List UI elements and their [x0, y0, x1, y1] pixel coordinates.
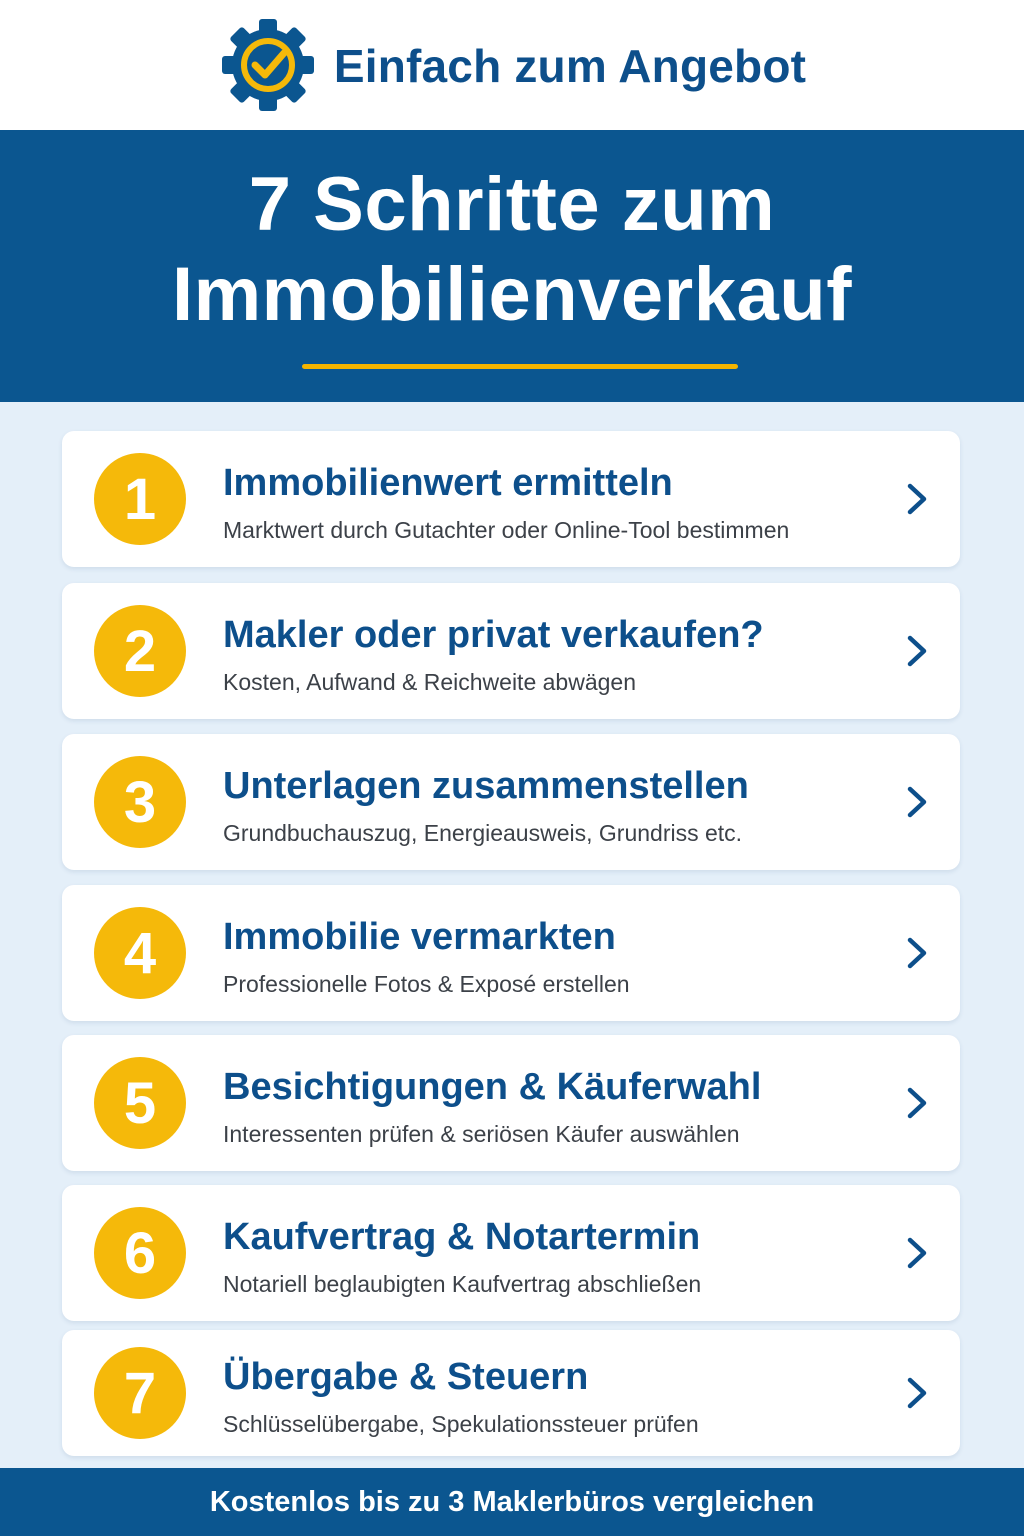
page-title-line-1: 7 Schritte zum [248, 162, 776, 247]
steps-list [0, 402, 1024, 1468]
step-number-badge: 7 [94, 1347, 186, 1439]
step-number-badge: 1 [94, 453, 186, 545]
step-description: Schlüsselübergabe, Spekulationssteuer prüfen [223, 1411, 699, 1437]
step-card-2[interactable] [62, 583, 960, 719]
step-title: Immobilie vermarkten [223, 916, 616, 958]
step-card-6[interactable] [62, 1185, 960, 1321]
footer-bar [0, 1468, 1024, 1536]
chevron-right-icon[interactable] [900, 935, 934, 971]
step-card-4[interactable] [62, 885, 960, 1021]
step-card-1[interactable] [62, 431, 960, 567]
gear-checkmark-icon [218, 15, 318, 115]
step-title: Makler oder privat verkaufen? [223, 614, 764, 656]
brand-header [0, 0, 1024, 130]
page-title-line-2: Immobilienverkauf [171, 252, 853, 337]
step-title: Unterlagen zusammenstellen [223, 765, 749, 807]
step-title: Übergabe & Steuern [223, 1356, 589, 1398]
step-description: Kosten, Aufwand & Reichweite abwägen [223, 669, 636, 695]
chevron-right-icon[interactable] [900, 1085, 934, 1121]
step-description: Marktwert durch Gutachter oder Online-Tool bestimmen [223, 517, 790, 543]
step-title: Immobilienwert ermitteln [223, 462, 673, 504]
step-number-badge: 6 [94, 1207, 186, 1299]
brand-name: Einfach zum Angebot [333, 40, 807, 92]
step-number-badge: 5 [94, 1057, 186, 1149]
chevron-right-icon[interactable] [900, 1375, 934, 1411]
step-number-badge: 4 [94, 907, 186, 999]
step-description: Interessenten prüfen & seriösen Käufer auswählen [223, 1121, 740, 1147]
step-description: Professionelle Fotos & Exposé erstellen [223, 971, 630, 997]
step-title: Besichtigungen & Käuferwahl [223, 1066, 762, 1108]
title-underline [302, 364, 738, 369]
page-title [0, 130, 1024, 340]
step-card-7[interactable] [62, 1330, 960, 1456]
chevron-right-icon[interactable] [900, 784, 934, 820]
step-number-badge: 2 [94, 605, 186, 697]
chevron-right-icon[interactable] [900, 481, 934, 517]
step-number-badge: 3 [94, 756, 186, 848]
compare-brokers-link[interactable]: Kostenlos bis zu 3 Maklerbüros vergleichen [209, 1485, 815, 1518]
step-description: Notariell beglaubigten Kaufvertrag abschließen [223, 1271, 702, 1297]
step-card-3[interactable] [62, 734, 960, 870]
hero-banner [0, 130, 1024, 402]
step-card-5[interactable] [62, 1035, 960, 1171]
chevron-right-icon[interactable] [900, 1235, 934, 1271]
step-title: Kaufvertrag & Notartermin [223, 1216, 701, 1258]
step-description: Grundbuchauszug, Energieausweis, Grundriss etc. [223, 820, 743, 846]
chevron-right-icon[interactable] [900, 633, 934, 669]
